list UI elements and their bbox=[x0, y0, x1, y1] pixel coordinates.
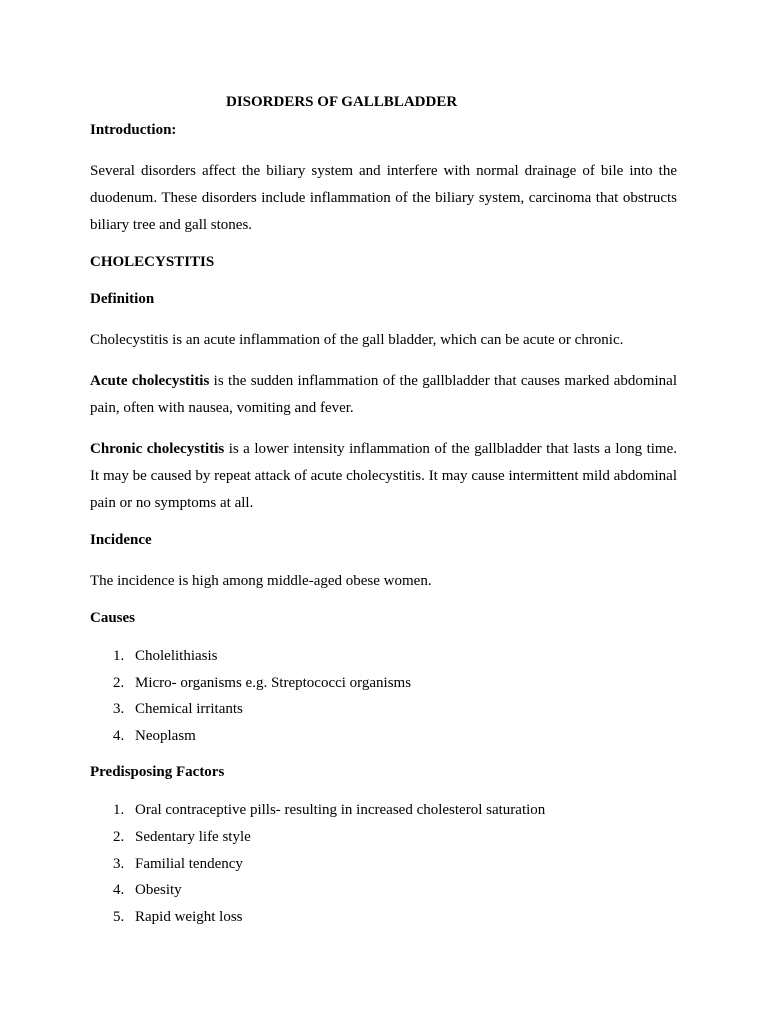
chronic-cholecystitis-text: is a lower intensity inflammation of the gallbladder that lasts a long time. It may be caused by repeat attack of acute cholecystitis. It may cause intermittent mild abdominal pain or no symptoms at all. bbox=[90, 441, 677, 511]
predisposing-factors-list bbox=[90, 797, 677, 930]
acute-cholecystitis-text: is the sudden inflammation of the gallbladder that causes marked abdominal pain, often with nausea, vomiting and fever. bbox=[90, 373, 678, 416]
chronic-cholecystitis-term: Chronic cholecystitis bbox=[90, 441, 225, 457]
list-number: 4. bbox=[113, 882, 125, 899]
introduction-paragraph: Several disorders affect the biliary system and interfere with normal drainage of bile into the duodenum. These disorders include inflammation of the biliary system, carcinoma that obstructs biliary tree and gall stones. bbox=[90, 163, 677, 233]
list-item-text: Cholelithiasis bbox=[135, 648, 218, 664]
document-title: DISORDERS OF GALLBLADDER bbox=[226, 94, 458, 110]
definition-heading: Definition bbox=[90, 291, 155, 307]
list-item-text: Micro- organisms e.g. Streptococci organisms bbox=[135, 674, 412, 691]
list-number: 2. bbox=[113, 828, 125, 845]
list-item-text: Sedentary life style bbox=[135, 828, 251, 845]
predisposing-factors-heading: Predisposing Factors bbox=[90, 764, 225, 781]
incidence-paragraph: The incidence is high among middle-aged obese women. bbox=[90, 573, 432, 589]
list-item-text: Rapid weight loss bbox=[135, 908, 243, 925]
list-item-text: Neoplasm bbox=[135, 727, 196, 744]
list-item bbox=[90, 643, 677, 670]
list-number: 3. bbox=[113, 701, 125, 718]
list-item bbox=[90, 797, 677, 824]
chronic-cholecystitis-paragraph bbox=[90, 436, 677, 517]
list-item-text: Obesity bbox=[135, 882, 182, 899]
acute-cholecystitis-paragraph bbox=[90, 368, 677, 422]
list-number: 3. bbox=[113, 855, 125, 872]
list-number: 1. bbox=[113, 648, 125, 664]
list-number: 5. bbox=[113, 908, 125, 925]
cholecystitis-heading: CHOLECYSTITIS bbox=[90, 254, 215, 270]
document-body bbox=[90, 121, 677, 930]
list-number: 1. bbox=[113, 802, 125, 819]
list-item bbox=[90, 851, 677, 878]
list-item bbox=[90, 696, 677, 723]
list-number: 2. bbox=[113, 674, 125, 691]
incidence-heading: Incidence bbox=[90, 532, 152, 548]
definition-paragraph: Cholecystitis is an acute inflammation of the gall bladder, which can be acute or chronic. bbox=[90, 332, 624, 348]
list-item bbox=[90, 904, 677, 931]
list-item bbox=[90, 670, 677, 697]
list-item bbox=[90, 723, 677, 750]
introduction-heading: Introduction: bbox=[90, 122, 177, 138]
acute-cholecystitis-term: Acute cholecystitis bbox=[90, 373, 210, 389]
list-item-text: Oral contraceptive pills- resulting in increased cholesterol saturation bbox=[135, 802, 546, 819]
list-item bbox=[90, 824, 677, 851]
causes-heading: Causes bbox=[90, 610, 136, 626]
list-item bbox=[90, 877, 677, 904]
causes-list bbox=[90, 643, 677, 749]
list-item-text: Familial tendency bbox=[135, 855, 243, 872]
list-number: 4. bbox=[113, 727, 125, 744]
list-item-text: Chemical irritants bbox=[135, 701, 243, 718]
